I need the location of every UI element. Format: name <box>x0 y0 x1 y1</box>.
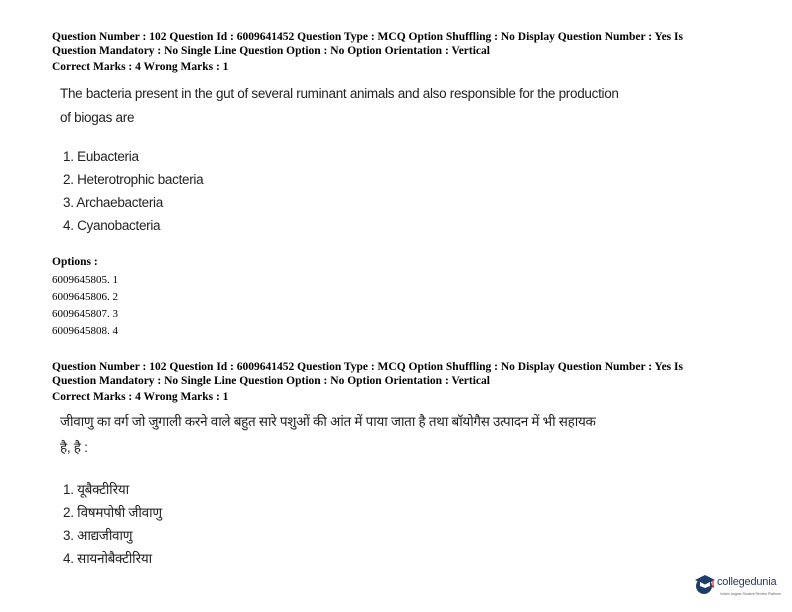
q2-marks: Correct Marks : 4 Wrong Marks : 1 <box>52 391 229 403</box>
q1-meta-line1: Question Number : 102 Question Id : 6009641452 Question Type : MCQ Option Shuffling : No Display Question Number : Yes Is <box>52 31 683 43</box>
q1-choice-1: 1. Eubacteria <box>63 149 139 164</box>
option-id-list <box>52 272 118 340</box>
option-id-2: 6009645806. 2 <box>52 291 118 303</box>
options-label: Options : <box>52 256 98 268</box>
q1-meta-line2: Question Mandatory : No Single Line Question Option : No Option Orientation : Vertical <box>52 45 490 57</box>
option-id-3: 6009645807. 3 <box>52 308 118 320</box>
option-id-4: 6009645808. 4 <box>52 325 118 337</box>
q2-choices <box>63 478 162 570</box>
q2-choice-4: 4. सायनोबैक्टीरिया <box>63 551 152 566</box>
q1-choice-2: 2. Heterotrophic bacteria <box>63 172 204 187</box>
q2-choice-1: 1. यूबैक्टीरिया <box>63 482 129 497</box>
q1-marks: Correct Marks : 4 Wrong Marks : 1 <box>52 61 229 73</box>
q1-text-line1: The bacteria present in the gut of several ruminant animals and also responsible for the production <box>60 86 619 101</box>
q1-choice-4: 4. Cyanobacteria <box>63 218 161 233</box>
q2-text-line2: है, है : <box>60 440 88 455</box>
option-id-1: 6009645805. 1 <box>52 274 118 286</box>
q1-text-line2: of biogas are <box>60 110 135 125</box>
q2-text-line1: जीवाणु का वर्ग जो जुगाली करने वाले बहुत सारे पशुओं की आंत में पाया जाता है तथा बॉयोगैस उत्पादन में भी सहायक <box>60 414 596 429</box>
collegedunia-logo <box>693 570 788 606</box>
logo-tagline: India's largest Student Review Platform <box>720 592 781 596</box>
graduation-cap-icon <box>693 572 717 596</box>
q1-choices <box>63 145 203 237</box>
q2-meta-line2: Question Mandatory : No Single Line Question Option : No Option Orientation : Vertical <box>52 375 490 387</box>
q1-choice-3: 3. Archaebacteria <box>63 195 163 210</box>
q2-choice-2: 2. विषमपोषी जीवाणु <box>63 505 162 520</box>
q2-meta-line1: Question Number : 102 Question Id : 6009641452 Question Type : MCQ Option Shuffling : No Display Question Number : Yes Is <box>52 361 683 373</box>
q2-choice-3: 3. आद्यजीवाणु <box>63 528 133 543</box>
logo-name: collegedunia <box>717 576 777 588</box>
